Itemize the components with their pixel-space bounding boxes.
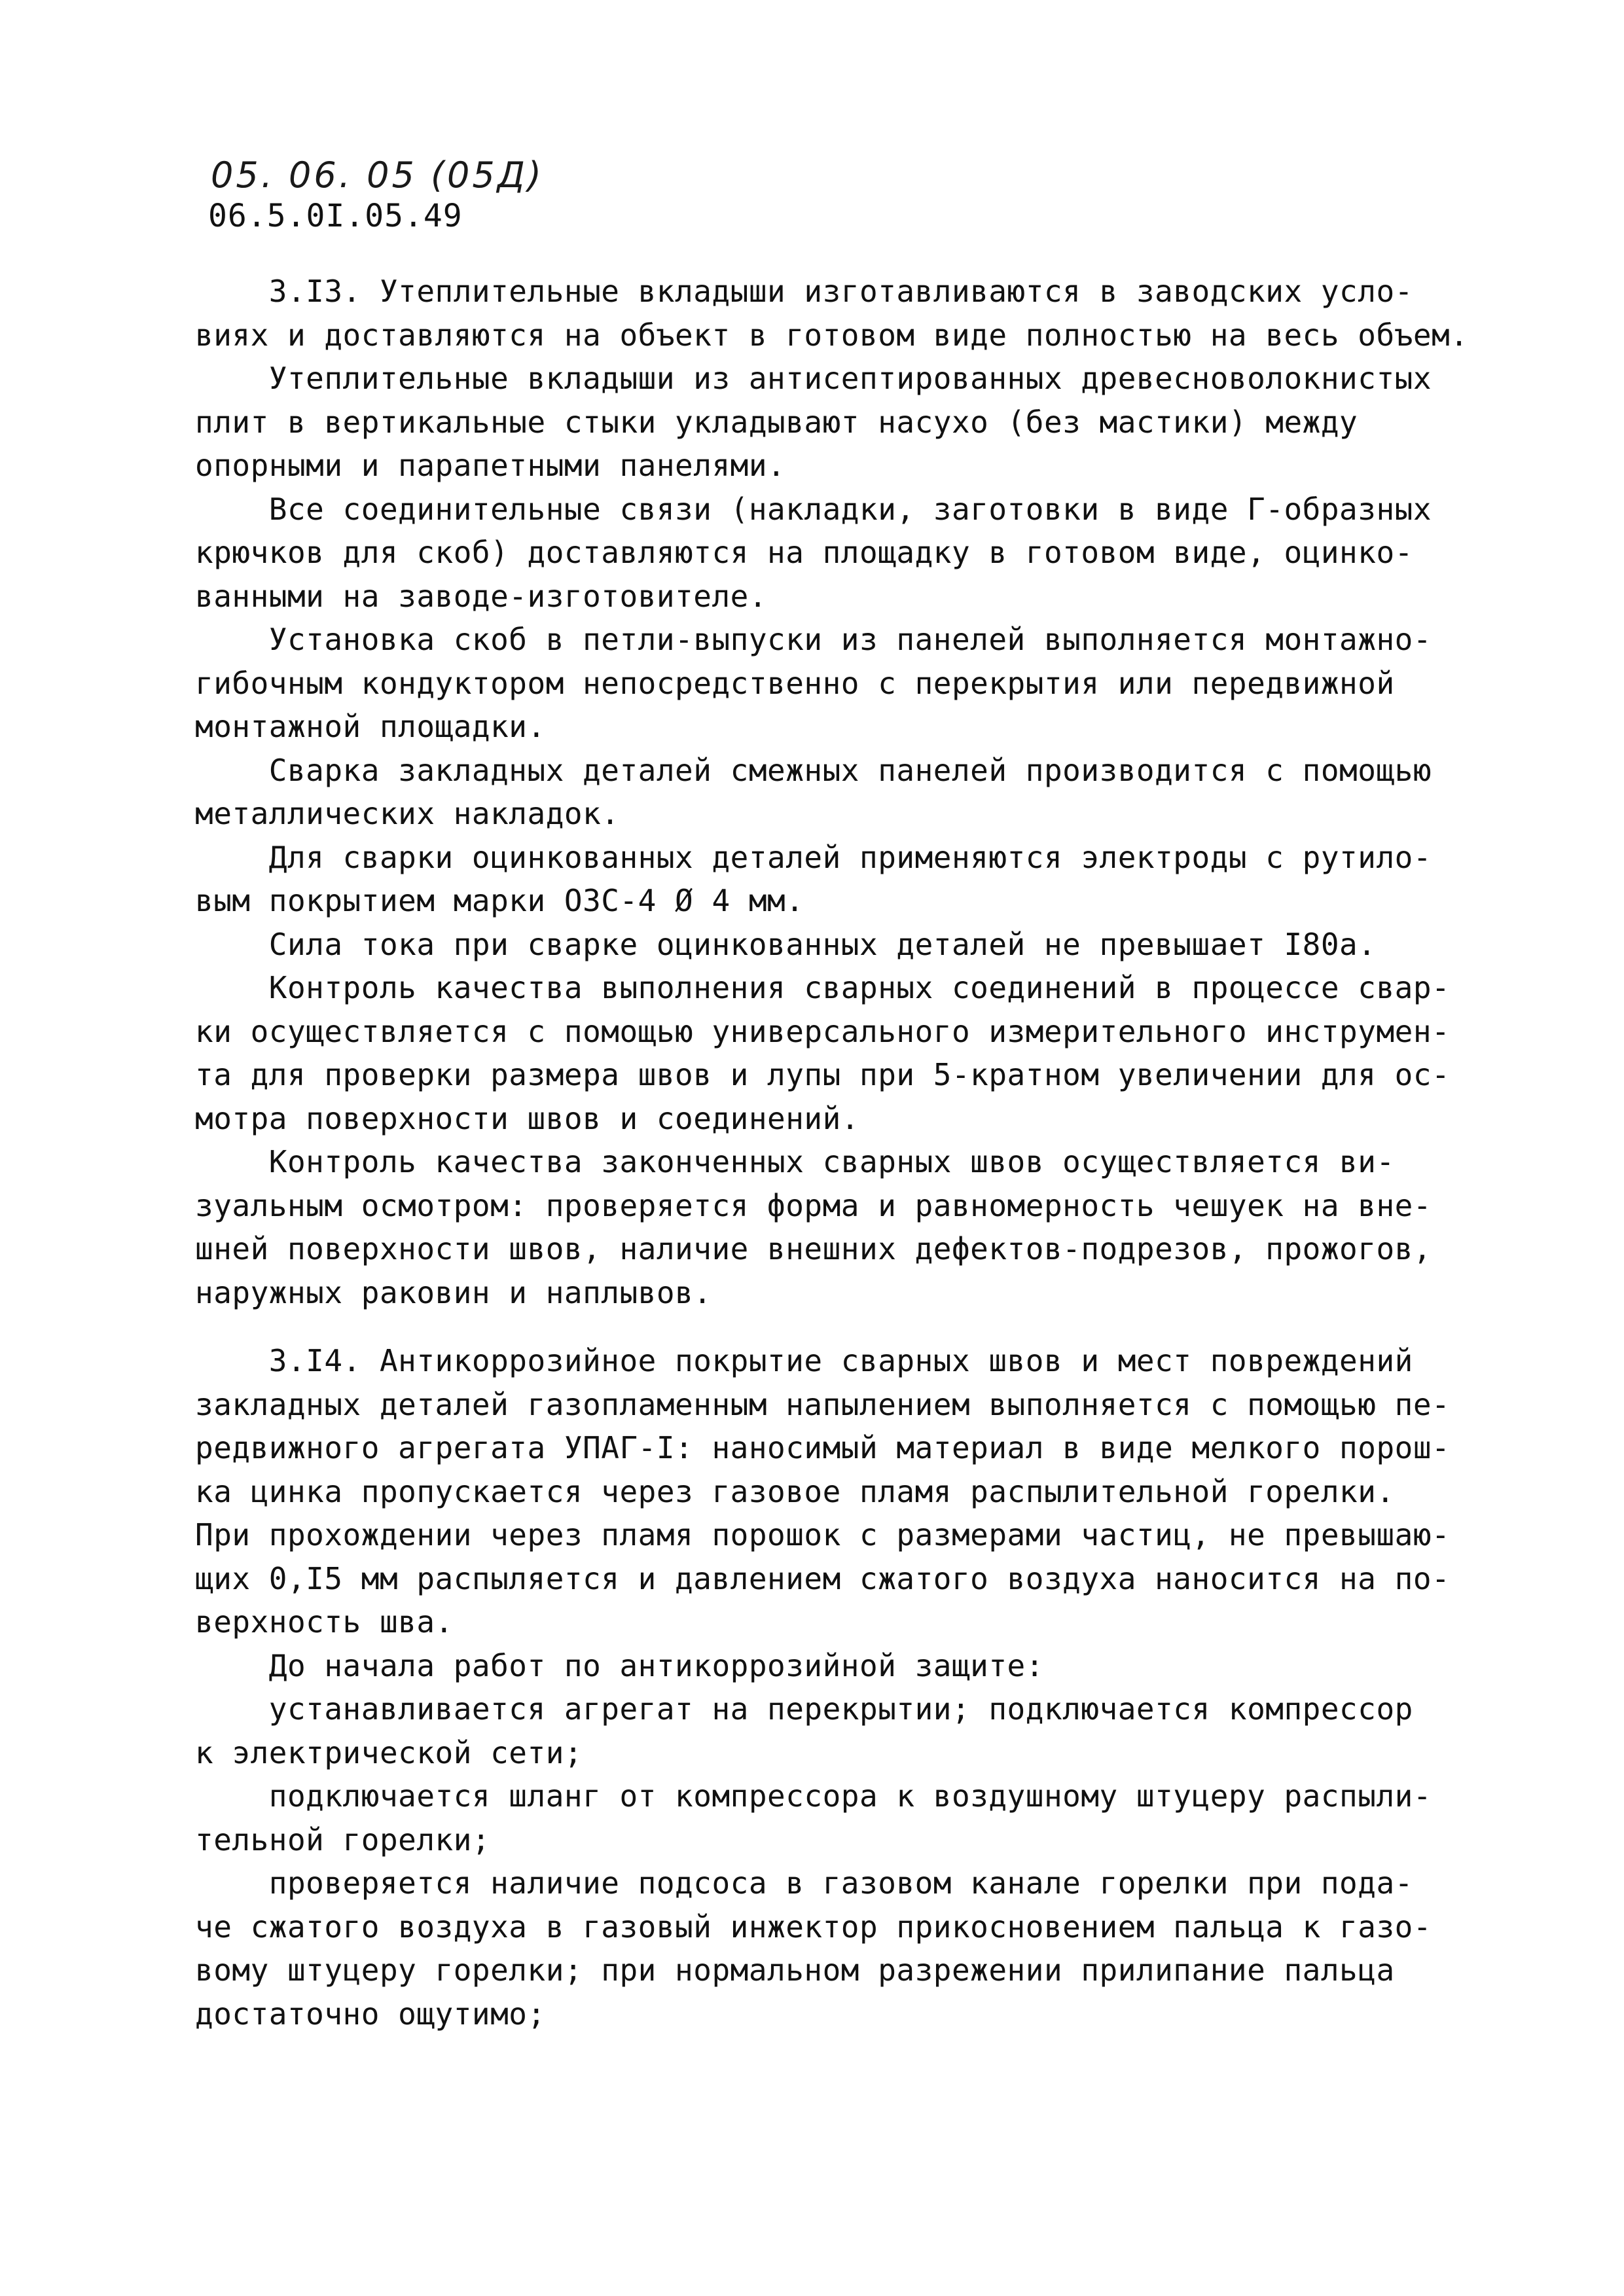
text-line: 3.I3. Утеплительные вкладыши изготавливаются в заводских усло- bbox=[195, 274, 1413, 309]
text-line: 3.I4. Антикоррозийное покрытие сварных швов и мест повреждений bbox=[195, 1343, 1413, 1378]
text-line: Контроль качества законченных сварных швов осуществляется ви- bbox=[195, 1144, 1395, 1179]
text-line: тельной горелки; bbox=[195, 1821, 491, 1857]
text-line: гибочным кондуктором непосредственно с перекрытия или передвижной bbox=[195, 665, 1395, 701]
text-line: вому штуцеру горелки; при нормальном разрежении прилипание пальца bbox=[195, 1952, 1395, 1988]
text-line: та для проверки размера швов и лупы при 5-кратном увеличении для ос- bbox=[195, 1057, 1451, 1092]
text-line: Утеплительные вкладыши из антисептированных древесноволокнистых bbox=[195, 361, 1432, 396]
text-line: устанавливается агрегат на перекрытии; подключается компрессор bbox=[195, 1691, 1413, 1727]
text-line: опорными и парапетными панелями. bbox=[195, 448, 786, 483]
text-line: проверяется наличие подсоса в газовом канале горелки при пода- bbox=[195, 1865, 1413, 1901]
text-line: че сжатого воздуха в газовый инжектор прикосновением пальца к газо- bbox=[195, 1909, 1432, 1945]
text-line: виях и доставляются на объект в готовом виде полностью на весь объем. bbox=[195, 317, 1469, 353]
handwritten-code: 05. 06. 05 (05Д) bbox=[211, 154, 544, 196]
text-line: вым покрытием марки ОЗС-4 Ø 4 мм. bbox=[195, 883, 804, 918]
text-line: плит в вертикальные стыки укладывают насухо (без мастики) между bbox=[195, 404, 1358, 440]
document-body bbox=[195, 270, 1469, 2036]
text-line: Сварка закладных деталей смежных панелей производится с помощью bbox=[195, 752, 1432, 788]
text-line: достаточно ощутимо; bbox=[195, 1996, 546, 2032]
text-line: Контроль качества выполнения сварных соединений в процессе свар- bbox=[195, 970, 1451, 1005]
text-line: ки осуществляется с помощью универсального измерительного инструмен- bbox=[195, 1013, 1451, 1049]
text-line: к электрической сети; bbox=[195, 1734, 583, 1770]
text-line: подключается шланг от компрессора к воздушному штуцеру распыли- bbox=[195, 1778, 1432, 1814]
document-number: 06.5.0I.05.49 bbox=[208, 198, 463, 234]
text-line: ка цинка пропускается через газовое пламя распылительной горелки. bbox=[195, 1473, 1395, 1509]
text-line: металлических накладок. bbox=[195, 796, 620, 831]
text-line: При прохождении через пламя порошок с размерами частиц, не превышаю- bbox=[195, 1517, 1451, 1552]
text-line: наружных раковин и наплывов. bbox=[195, 1274, 712, 1310]
text-line: зуальным осмотром: проверяется форма и равномерность чешуек на вне- bbox=[195, 1187, 1432, 1223]
text-line: верхность шва. bbox=[195, 1604, 454, 1640]
text-line: мотра поверхности швов и соединений. bbox=[195, 1100, 859, 1136]
text-line: редвижного агрегата УПАГ-I: наносимый материал в виде мелкого порош- bbox=[195, 1430, 1451, 1465]
text-line: Установка скоб в петли-выпуски из панелей выполняется монтажно- bbox=[195, 622, 1432, 657]
section-3-13 bbox=[195, 270, 1469, 1314]
text-line: закладных деталей газопламенным напылением выполняется с помощью пе- bbox=[195, 1386, 1451, 1422]
text-line: До начала работ по антикоррозийной защите: bbox=[195, 1647, 1044, 1683]
text-line: Сила тока при сварке оцинкованных деталей не превышает I80а. bbox=[195, 926, 1377, 962]
text-line: Все соединительные связи (накладки, заготовки в виде Г-образных bbox=[195, 491, 1432, 527]
text-line: ванными на заводе-изготовителе. bbox=[195, 578, 768, 614]
text-line: шней поверхности швов, наличие внешних дефектов-подрезов, прожогов, bbox=[195, 1231, 1432, 1266]
text-line: крючков для скоб) доставляются на площадку в готовом виде, оцинко- bbox=[195, 535, 1413, 570]
section-gap bbox=[195, 1314, 1452, 1339]
text-line: Для сварки оцинкованных деталей применяются электроды с рутило- bbox=[195, 839, 1432, 875]
text-line: щих 0,I5 мм распыляется и давлением сжатого воздуха наносится на по- bbox=[195, 1560, 1451, 1596]
text-line: монтажной площадки. bbox=[195, 709, 546, 744]
section-3-14 bbox=[195, 1339, 1452, 2036]
